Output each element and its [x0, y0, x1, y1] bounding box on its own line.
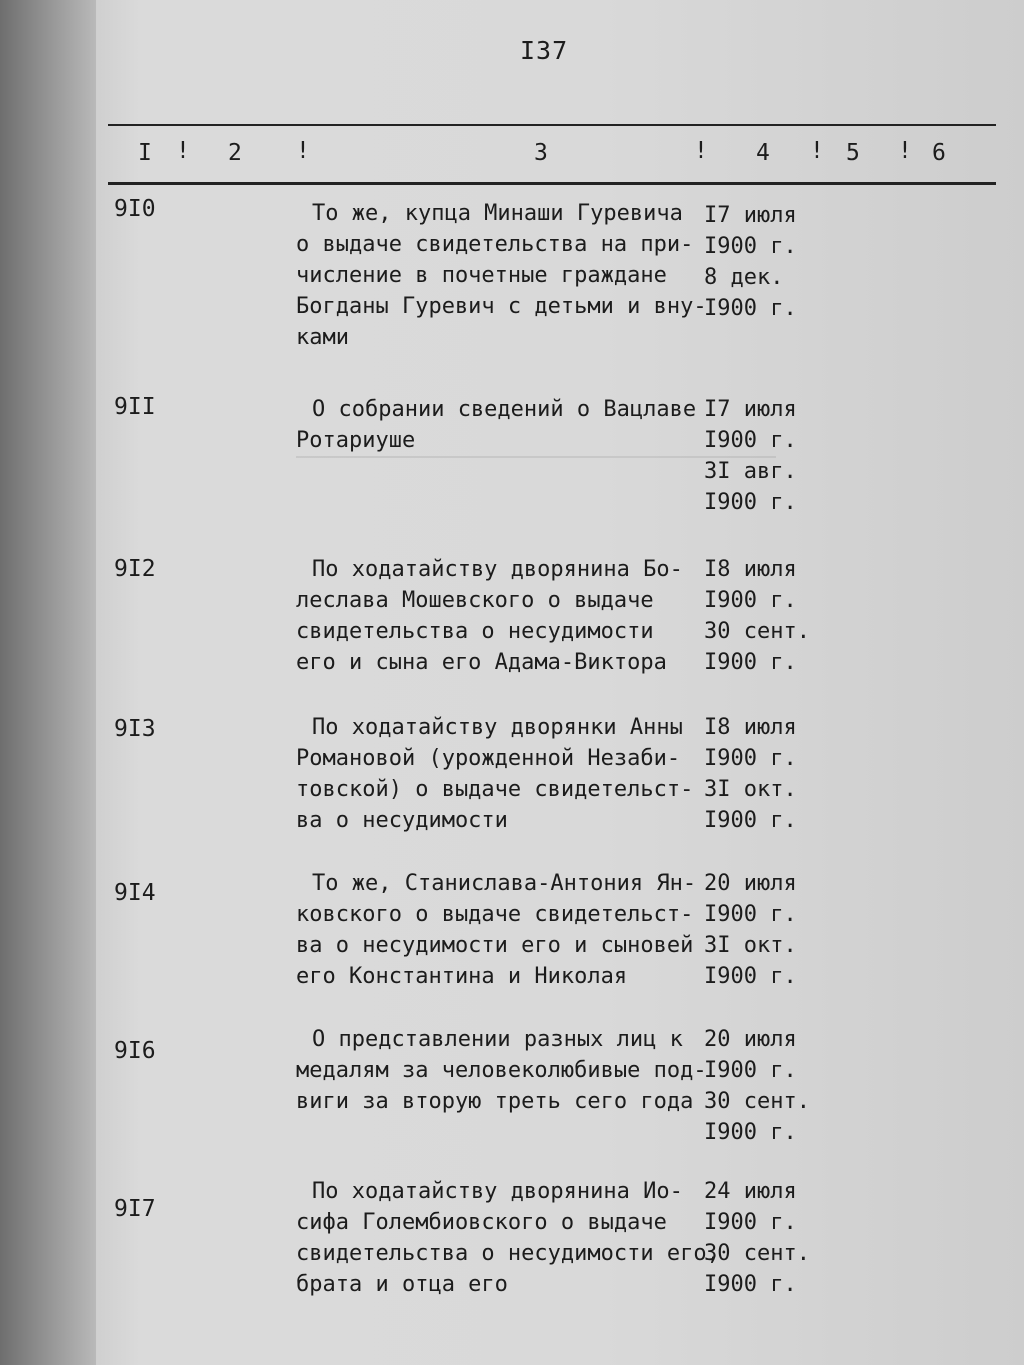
book-binding-shadow [0, 0, 96, 1365]
entry-description [296, 868, 696, 992]
start-date: I7 июля [704, 397, 797, 422]
description-line: По ходатайству дворянки Анны [312, 715, 683, 740]
column-header-6: 6 [932, 140, 946, 166]
start-year: I900 г. [704, 1210, 797, 1235]
description-line: Ротариуше [296, 428, 416, 453]
start-year: I900 г. [704, 588, 797, 613]
description-line: ва о несудимости [296, 808, 508, 833]
end-year: I900 г. [704, 808, 797, 833]
column-separator: ! [810, 138, 824, 164]
entry-description [296, 712, 696, 836]
description-line: его Константина и Николая [296, 964, 628, 989]
start-year: I900 г. [704, 902, 797, 927]
description-line: товской) о выдаче свидетельст- [296, 777, 694, 802]
entry-description [296, 554, 696, 678]
description-line: ковского о выдаче свидетельст- [296, 902, 694, 927]
entry-number: 9I7 [114, 1196, 156, 1222]
column-separator: ! [898, 138, 912, 164]
description-line: ва о несудимости его и сыновей [296, 933, 694, 958]
description-line: По ходатайству дворянина Ио- [312, 1179, 683, 1204]
description-line: медалям за человеколюбивые под- [296, 1058, 707, 1083]
description-line: числение в почетные граждане [296, 263, 667, 288]
end-date: 3I авг. [704, 459, 797, 484]
entry-description [296, 198, 707, 353]
entry-dates [704, 554, 814, 678]
page-number: I37 [520, 36, 569, 65]
description-line: По ходатайству дворянина Бо- [312, 557, 683, 582]
header-rule-top [108, 124, 996, 126]
description-line: сифа Голембиовского о выдаче [296, 1210, 667, 1235]
entry-description [296, 1176, 720, 1300]
start-date: 20 июля [704, 871, 797, 896]
entry-number: 9I6 [114, 1038, 156, 1064]
start-date: 20 июля [704, 1027, 797, 1052]
description-line: о выдаче свидетельства на при- [296, 232, 694, 257]
end-year: I900 г. [704, 490, 797, 515]
description-line: его и сына его Адама-Виктора [296, 650, 667, 675]
column-separator: ! [296, 138, 310, 164]
entry-dates [704, 868, 814, 992]
description-line: свидетельства о несудимости его, [296, 1241, 720, 1266]
column-header-1: I [138, 140, 152, 166]
end-date: 3I окт. [704, 777, 797, 802]
column-separator: ! [694, 138, 708, 164]
column-separator: ! [176, 138, 190, 164]
description-line: брата и отца его [296, 1272, 508, 1297]
entry-description [296, 1024, 707, 1117]
end-year: I900 г. [704, 1120, 797, 1145]
start-year: I900 г. [704, 234, 797, 259]
description-line: То же, купца Минаши Гуревича [312, 201, 683, 226]
start-date: I8 июля [704, 715, 797, 740]
start-year: I900 г. [704, 428, 797, 453]
end-date: 3I окт. [704, 933, 797, 958]
description-line: свидетельства о несудимости [296, 619, 654, 644]
entry-number: 9I4 [114, 880, 156, 906]
column-header-3: 3 [534, 140, 548, 166]
end-date: 8 дек. [704, 265, 784, 290]
description-line: леслава Мошевского о выдаче [296, 588, 654, 613]
description-line: виги за вторую треть сего года [296, 1089, 694, 1114]
entry-dates [704, 394, 814, 518]
end-year: I900 г. [704, 650, 797, 675]
end-date: 30 сент. [704, 1241, 810, 1266]
start-date: 24 июля [704, 1179, 797, 1204]
end-year: I900 г. [704, 964, 797, 989]
description-line: Романовой (урожденной Незаби- [296, 746, 681, 771]
column-header-5: 5 [846, 140, 860, 166]
entry-dates [704, 712, 814, 836]
end-date: 30 сент. [704, 1089, 810, 1114]
entry-description [296, 394, 696, 456]
end-date: 30 сент. [704, 619, 810, 644]
entry-dates [704, 1176, 814, 1300]
description-line: То же, Станислава-Антония Ян- [312, 871, 697, 896]
entry-number: 9II [114, 394, 156, 420]
entry-dates [704, 200, 814, 324]
start-date: I8 июля [704, 557, 797, 582]
column-header-4: 4 [756, 140, 770, 166]
entry-dates [704, 1024, 814, 1148]
column-header-2: 2 [228, 140, 242, 166]
description-line: ками [296, 325, 349, 350]
entry-number: 9I2 [114, 556, 156, 582]
description-line: О собрании сведений о Вацлаве [312, 397, 697, 422]
entry-number: 9I0 [114, 196, 156, 222]
start-year: I900 г. [704, 746, 797, 771]
end-year: I900 г. [704, 1272, 797, 1297]
description-line: О представлении разных лиц к [312, 1027, 683, 1052]
header-rule-bottom [108, 182, 996, 185]
end-year: I900 г. [704, 296, 797, 321]
description-line: Богданы Гуревич с детьми и вну- [296, 294, 707, 319]
start-date: I7 июля [704, 203, 797, 228]
entry-number: 9I3 [114, 716, 156, 742]
start-year: I900 г. [704, 1058, 797, 1083]
